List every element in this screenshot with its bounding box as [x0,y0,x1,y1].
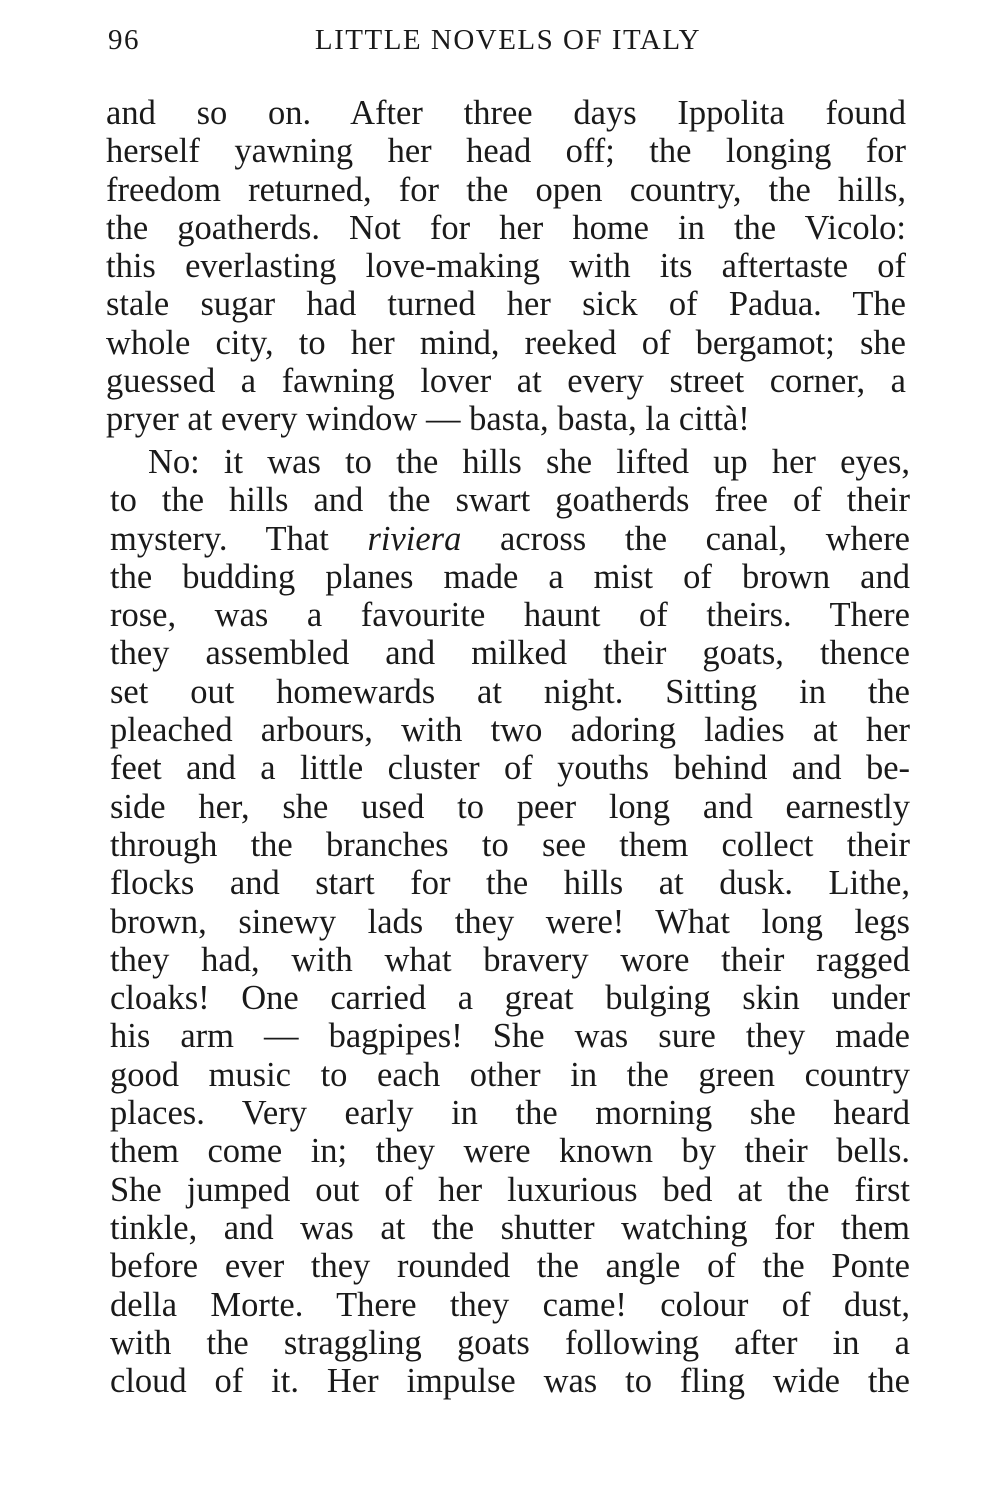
text-line: before ever they rounded the angle of the Ponte [110,1247,910,1286]
text-line: and so on. After three days Ippolita found [106,94,906,132]
text-line: whole city, to her mind, reeked of bergamot; she [106,323,906,362]
text-line: She jumped out of her luxurious bed at the first [110,1170,910,1209]
text-line: No: it was to the hills she lifted up her eyes, [148,443,910,481]
text-line: to the hills and the swart goatherds free of their [110,481,910,520]
text-line: they assembled and milked their goats, thence [110,634,910,673]
text-line: guessed a fawning lover at every street corner, a [106,362,906,401]
text-line: the goatherds. Not for her home in the Vicolo: [106,208,906,247]
text-line: side her, she used to peer long and earnestly [110,787,910,826]
text-line: they had, with what bravery wore their ragged [110,940,910,979]
text-line: feet and a little cluster of youths behind and be- [110,749,910,788]
text-line: tinkle, and was at the shutter watching for them [110,1208,910,1247]
text-line: good music to each other in the green country [110,1055,910,1094]
page-header [108,24,908,64]
text-line [110,520,910,558]
text-fragment: mystery. That [110,519,368,558]
text-line: them come in; they were known by their bells. [110,1132,910,1171]
text-line: brown, sinewy lads they were! What long legs [110,902,910,941]
text-line: herself yawning her head off; the longing for [106,132,906,171]
text-line: places. Very early in the morning she heard [110,1094,910,1133]
text-line: stale sugar had turned her sick of Padua. The [106,285,906,324]
text-line: della Morte. There they came! colour of dust, [110,1285,910,1324]
text-line: through the branches to see them collect their [110,825,910,864]
text-line: this everlasting love-making with its aftertaste of [106,247,906,286]
text-line: cloaks! One carried a great bulging skin under [110,979,910,1018]
text-line: with the straggling goats following after in a [110,1323,910,1362]
paragraph-2 [110,443,910,1400]
text-line: pryer at every window — basta, basta, la città! [106,400,750,439]
text-line: pleached arbours, with two adoring ladies at her [110,711,910,750]
page-number: 96 [108,24,140,56]
text-line: the budding planes made a mist of brown and [110,557,910,596]
italic-word: riviera [367,519,462,558]
text-line: freedom returned, for the open country, the hills, [106,170,906,209]
text-line: cloud of it. Her impulse was to fling wide the [110,1362,910,1401]
paragraph-1 [106,94,906,439]
text-line: flocks and start for the hills at dusk. Lithe, [110,864,910,903]
text-line: rose, was a favourite haunt of theirs. There [110,596,910,635]
text-line: his arm — bagpipes! She was sure they made [110,1017,910,1056]
running-title: LITTLE NOVELS OF ITALY [314,24,702,56]
text-line: set out homewards at night. Sitting in the [110,672,910,711]
text-fragment: across the canal, where [461,519,910,558]
